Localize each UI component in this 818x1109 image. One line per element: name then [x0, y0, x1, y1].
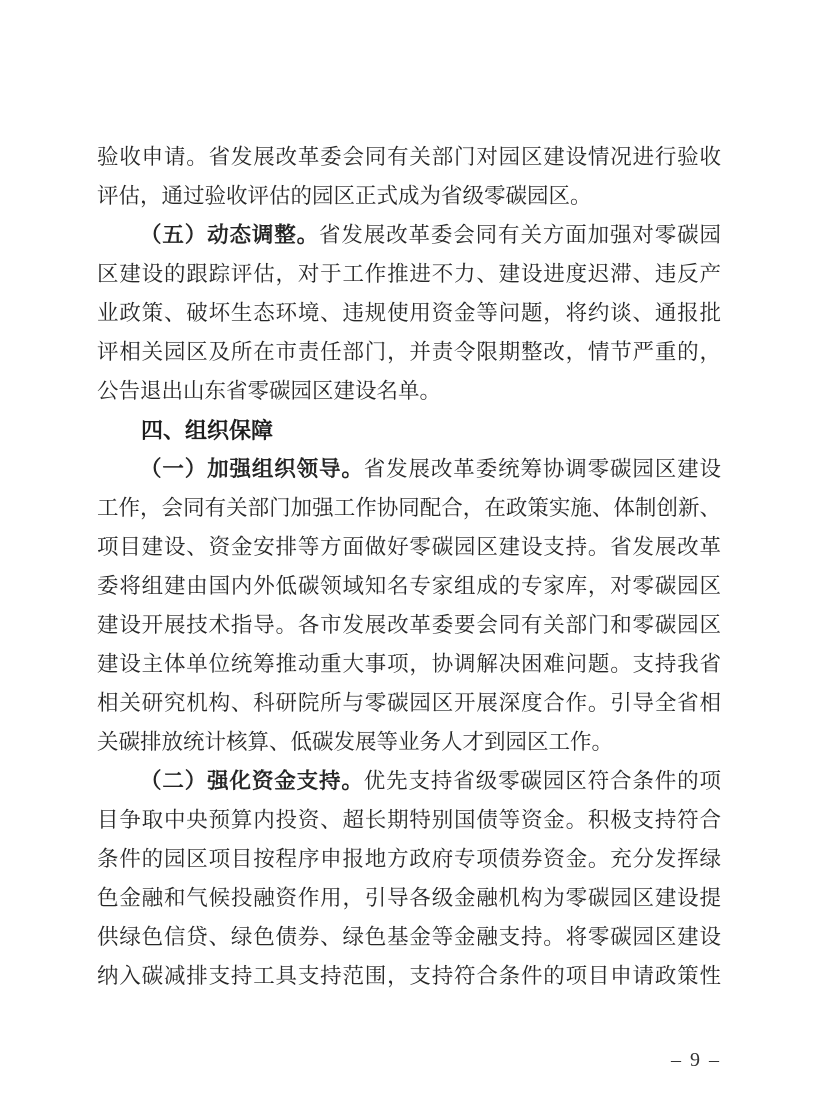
page-number: – 9 – — [671, 1049, 721, 1071]
text-line: 纳入碳减排支持工具支持范围，支持符合条件的项目申请政策性 — [97, 964, 721, 988]
text-line: 关碳排放统计核算、低碳发展等业务人才到园区工作。 — [97, 730, 614, 754]
text-line: 建设主体单位统筹推动重大事项，协调解决困难问题。支持我省 — [97, 652, 721, 676]
text-line: 工作，会同有关部门加强工作协同配合，在政策实施、体制创新、 — [97, 496, 721, 520]
text-line: （五）动态调整。省发展改革委会同有关方面加强对零碳园 — [140, 223, 721, 247]
text-line: 项目建设、资金安排等方面做好零碳园区建设支持。省发展改革 — [97, 535, 721, 559]
page-footer — [671, 1048, 721, 1072]
text-line: 建设开展技术指导。各市发展改革委要会同有关部门和零碳园区 — [97, 613, 721, 637]
text-line: 条件的园区项目按程序申报地方政府专项债券资金。充分发挥绿 — [97, 847, 721, 871]
text-line: 验收申请。省发展改革委会同有关部门对园区建设情况进行验收 — [97, 145, 721, 169]
text-line: 评估，通过验收评估的园区正式成为省级零碳园区。 — [97, 184, 592, 208]
text-line: （一）加强组织领导。省发展改革委统筹协调零碳园区建设 — [140, 457, 721, 481]
text-line: 相关研究机构、科研院所与零碳园区开展深度合作。引导全省相 — [97, 691, 721, 715]
document-lines — [97, 138, 721, 996]
text-line: （二）强化资金支持。优先支持省级零碳园区符合条件的项 — [140, 769, 721, 793]
paragraph-lead: （二）强化资金支持。 — [140, 769, 364, 793]
text-line: 供绿色信贷、绿色债券、绿色基金等金融支持。将零碳园区建设 — [97, 925, 721, 949]
text-line: 业政策、破坏生态环境、违规使用资金等问题，将约谈、通报批 — [97, 301, 721, 325]
text-line: 区建设的跟踪评估，对于工作推进不力、建设进度迟滞、违反产 — [97, 262, 721, 286]
section-heading: 四、组织保障 — [141, 418, 274, 443]
text-line: 委将组建由国内外低碳领域知名专家组成的专家库，对零碳园区 — [97, 574, 721, 598]
paragraph-lead: （一）加强组织领导。 — [140, 457, 364, 481]
text-line: 目争取中央预算内投资、超长期特别国债等资金。积极支持符合 — [97, 808, 721, 832]
paragraph-lead: （五）动态调整。 — [140, 223, 320, 247]
text-line: 评相关园区及所在市责任部门，并责令限期整改，情节严重的， — [97, 340, 721, 364]
text-line: 公告退出山东省零碳园区建设名单。 — [97, 379, 442, 403]
text-line: 色金融和气候投融资作用，引导各级金融机构为零碳园区建设提 — [97, 886, 721, 910]
